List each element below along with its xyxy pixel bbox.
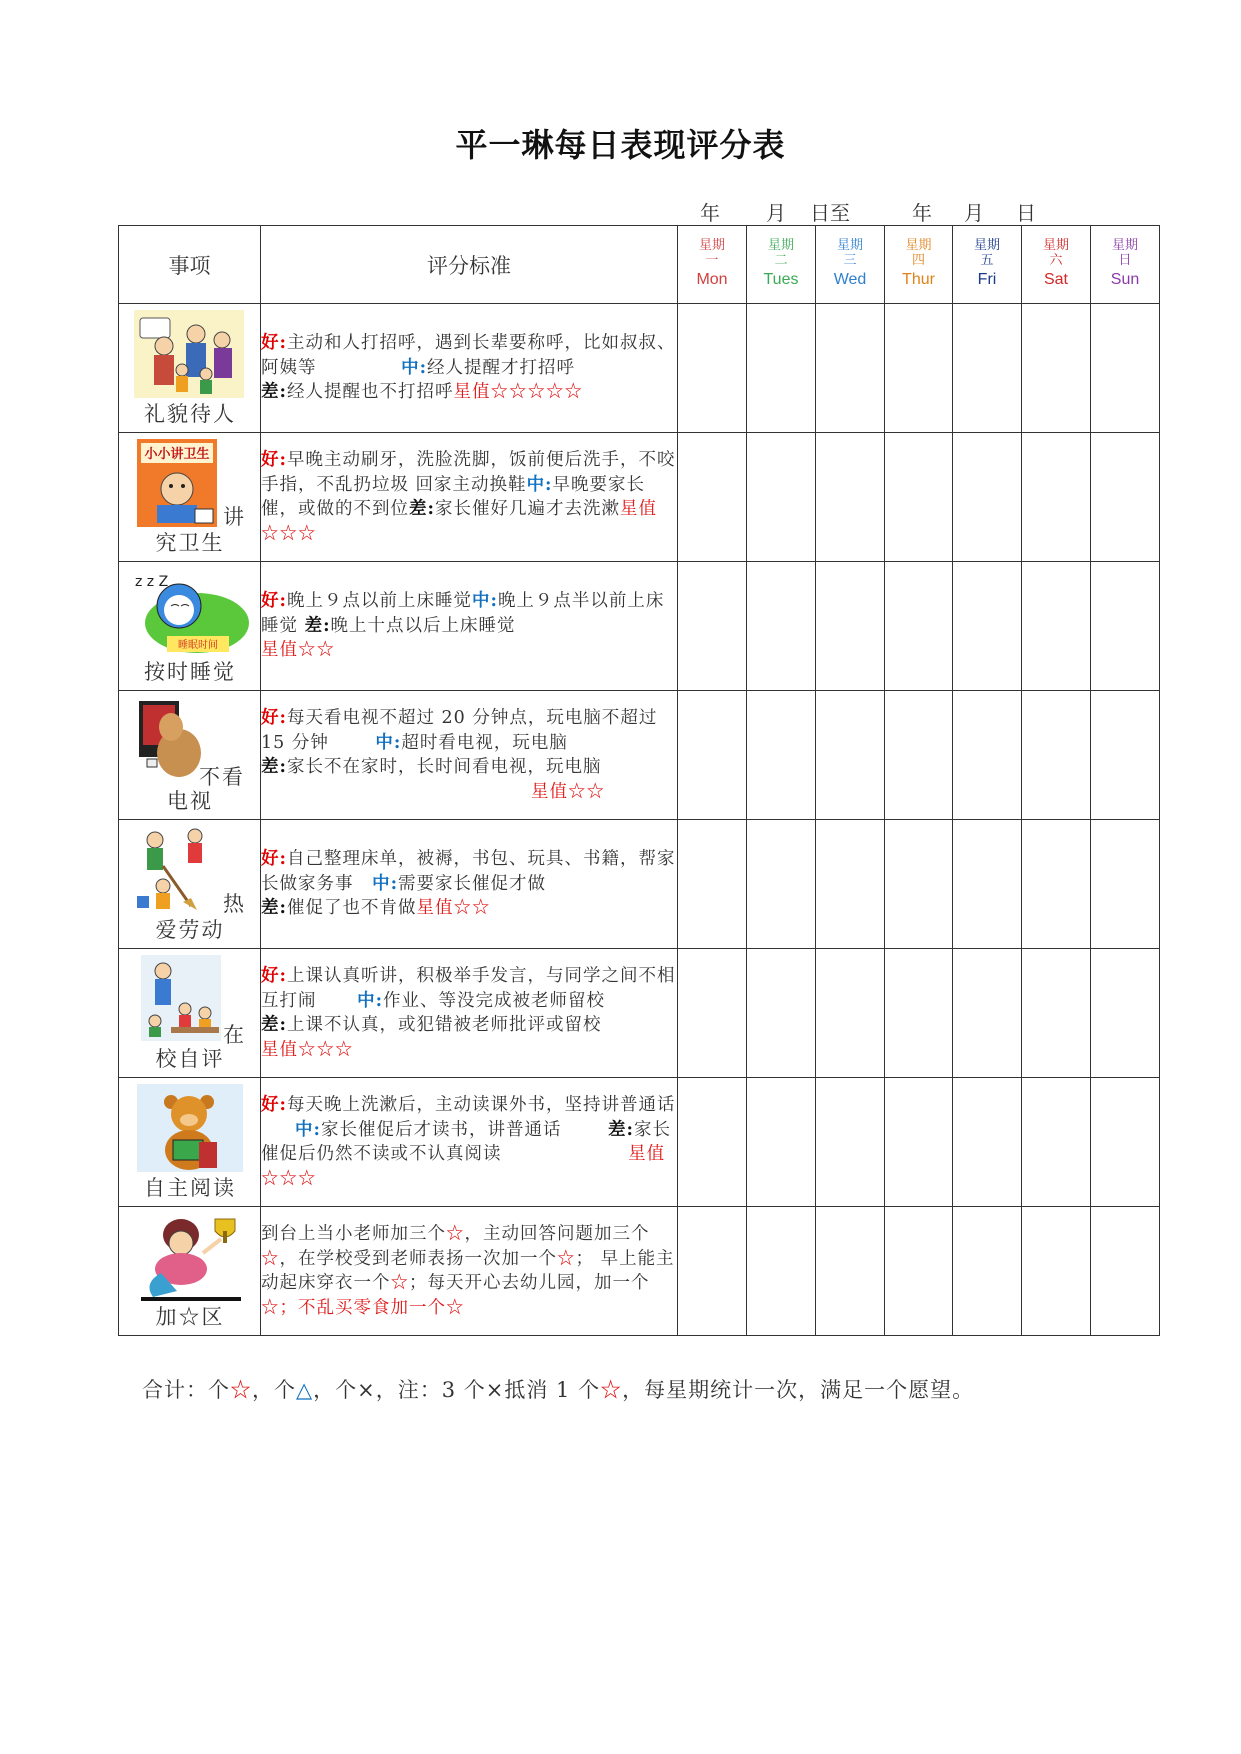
day-cell-fri[interactable] (953, 304, 1022, 433)
day-cell-sun[interactable] (1091, 691, 1160, 820)
item-cell (119, 1078, 261, 1207)
bad-text: 催促了也不肯做 (286, 898, 417, 919)
day-cell-mon[interactable] (678, 949, 747, 1078)
day-cell-mon[interactable] (678, 304, 747, 433)
mid-label: 中: (357, 990, 384, 1011)
day-cell-sun[interactable] (1091, 562, 1160, 691)
item-label-b: 究卫生 (155, 531, 225, 555)
day-cell-tue[interactable] (747, 433, 816, 562)
day-cell-fri[interactable] (953, 949, 1022, 1078)
day-cn-top: 星期 (698, 238, 725, 254)
day-cell-fri[interactable] (953, 1078, 1022, 1207)
day-cell-mon[interactable] (678, 562, 747, 691)
good-text: 主动和人打招呼，遇到长辈要称呼，比如叔叔、阿姨等 (261, 333, 676, 378)
row-hygiene (119, 433, 1160, 562)
item-cell (119, 691, 261, 820)
date-month-end: 月 (964, 201, 984, 225)
bad-text: 家长催促后仍然不读或不认真阅读 (261, 1119, 672, 1164)
item-label (119, 1301, 261, 1331)
hygiene-book-cover-icon (137, 439, 217, 527)
trophy-cartoon-icon (141, 1213, 241, 1301)
day-cell-thu[interactable] (885, 1207, 953, 1336)
day-cn-top: 星期 (905, 238, 932, 254)
mid-label: 中: (526, 474, 553, 495)
item-cell (119, 1207, 261, 1336)
item-label-b: 校自评 (155, 1047, 225, 1071)
footer-text-1: 合计：个 (142, 1378, 230, 1402)
star-icon: ☆ (261, 1297, 280, 1318)
sleeping-cartoon-cat-icon (127, 568, 249, 656)
item-label-b: 电视 (167, 789, 213, 813)
triangle-icon: △ (296, 1378, 314, 1402)
bad-label: 差: (261, 1015, 287, 1035)
item-label-a: 讲 (223, 505, 246, 529)
mid-label: 中: (295, 1119, 321, 1140)
item-label-a: 不看 (199, 765, 245, 789)
bonus-text-6: ；不乱买零食加一个 (279, 1297, 446, 1318)
mid-text: 超时看电视，玩电脑 (401, 732, 568, 753)
good-label: 好: (261, 966, 287, 986)
good-text: 每天看电视不超过 20 分钟点，玩电脑不超过 15 分钟 (261, 708, 658, 753)
footer-text-4: ，每星期统计一次，满足一个愿望。 (622, 1378, 975, 1402)
bonus-text-4: ； 早上能主动起床穿衣一个 (261, 1248, 675, 1293)
day-cell-sat[interactable] (1022, 1078, 1091, 1207)
mid-label: 中: (372, 873, 399, 894)
kids-cleaning-icon (133, 826, 223, 912)
item-label-a: 在 (223, 1023, 246, 1047)
day-cell-wed[interactable] (816, 304, 885, 433)
day-cn-top: 星期 (836, 238, 863, 254)
good-text: 每天晚上洗漱后，主动读课外书，坚持讲普通话 (286, 1095, 676, 1115)
day-cell-wed[interactable] (816, 949, 885, 1078)
good-label: 好: (261, 849, 287, 870)
day-cell-wed[interactable] (816, 691, 885, 820)
day-cell-sun[interactable] (1091, 304, 1160, 433)
day-header-sun (1091, 226, 1160, 304)
day-en: Sun (1110, 271, 1140, 289)
svg-text:z z Z: z z Z (135, 574, 169, 590)
day-en: Mon (696, 271, 728, 289)
footer-text-3: ，个×，注：3 个×抵消 1 个 (313, 1378, 601, 1402)
item-cell (119, 433, 261, 562)
star-value: 星值☆☆☆ (261, 1144, 666, 1189)
star-icon: ☆ (230, 1378, 252, 1402)
row-reading (119, 1078, 1160, 1207)
day-cell-tue[interactable] (747, 949, 816, 1078)
day-cell-wed[interactable] (816, 433, 885, 562)
page-title: 平一琳每日表现评分表 (455, 126, 786, 164)
day-cell-thu[interactable] (885, 304, 953, 433)
bear-reading-book-icon (137, 1084, 243, 1172)
row-school (119, 949, 1160, 1078)
star-icon: ☆ (390, 1273, 409, 1293)
day-cell-fri[interactable] (953, 1207, 1022, 1336)
day-cell-sun[interactable] (1091, 1207, 1160, 1336)
bonus-label: 加☆区 (155, 1305, 225, 1329)
day-cell-thu[interactable] (885, 433, 953, 562)
day-cell-wed[interactable] (816, 1078, 885, 1207)
good-label: 好: (261, 708, 287, 728)
day-cn-num: 四 (911, 253, 925, 269)
day-header-thu (885, 226, 953, 304)
day-en: Tues (763, 271, 799, 289)
mid-label: 中: (401, 357, 428, 378)
day-cell-wed[interactable] (816, 562, 885, 691)
day-cell-sat[interactable] (1022, 949, 1091, 1078)
row-courtesy (119, 304, 1160, 433)
date-year-start: 年 (700, 201, 720, 225)
header-criteria: 评分标准 (261, 226, 678, 304)
mid-text: 经人提醒才打招呼 (427, 357, 576, 378)
day-header-mon (678, 226, 747, 304)
day-cn-top: 星期 (973, 238, 1000, 254)
day-cell-wed[interactable] (816, 820, 885, 949)
day-cn-num: 六 (1049, 253, 1063, 269)
star-value: 星值☆☆ (416, 898, 491, 919)
date-year-end: 年 (912, 201, 932, 225)
criteria-cell (261, 691, 678, 820)
criteria-cell (261, 949, 678, 1078)
header-item: 事项 (119, 226, 261, 304)
day-cell-sun[interactable] (1091, 1078, 1160, 1207)
mid-label: 中: (375, 732, 402, 753)
day-cn-top: 星期 (767, 238, 794, 254)
bad-label: 差: (409, 499, 435, 519)
good-label: 好: (261, 333, 287, 354)
criteria-cell (261, 1078, 678, 1207)
star-icon: ☆ (600, 1378, 623, 1402)
row-bonus (119, 1207, 1160, 1336)
star-icon: ☆ (446, 1224, 465, 1244)
day-cell-tue[interactable] (747, 691, 816, 820)
row-tv (119, 691, 1160, 820)
bonus-text-1: 到台上当小老师加三个 (261, 1224, 446, 1244)
criteria-cell (261, 1207, 678, 1336)
day-en: Sat (1043, 271, 1068, 289)
star-value: 星值☆☆☆ (261, 1039, 354, 1060)
day-cell-mon[interactable] (678, 1078, 747, 1207)
day-cell-sat[interactable] (1022, 562, 1091, 691)
day-en: Thur (902, 271, 935, 289)
mid-text: 晚上９点半以前上床睡觉 (261, 591, 665, 636)
day-cell-wed[interactable] (816, 1207, 885, 1336)
svg-text:小小讲卫生: 小小讲卫生 (144, 447, 210, 462)
day-cn-top: 星期 (1042, 238, 1069, 254)
dog-watching-tv-icon (137, 697, 203, 781)
day-cell-thu[interactable] (885, 820, 953, 949)
day-en: Wed (833, 271, 867, 289)
day-cn-top: 星期 (1111, 238, 1138, 254)
criteria-cell (261, 304, 678, 433)
star-icon: ☆ (446, 1297, 465, 1318)
day-cn-num: 二 (774, 253, 788, 269)
row-chores (119, 820, 1160, 949)
day-header-tue (747, 226, 816, 304)
star-value: 星值☆☆☆☆☆ (453, 382, 583, 403)
item-label: 按时睡觉 (144, 660, 236, 684)
day-cell-sun[interactable] (1091, 949, 1160, 1078)
item-label: 礼貌待人 (144, 402, 236, 426)
bad-label: 差: (261, 382, 287, 403)
date-day-end: 日 (1016, 201, 1036, 225)
day-cell-mon[interactable] (678, 820, 747, 949)
good-text: 自己整理床单，被褥，书包、玩具、书籍，帮家长做家务事 (261, 849, 676, 894)
day-cell-fri[interactable] (953, 691, 1022, 820)
date-range (0, 197, 1241, 227)
good-text: 上课认真听讲，积极举手发言，与同学之间不相互打闹 (261, 966, 676, 1011)
footer-text-2: ，个 (252, 1378, 296, 1402)
day-cell-thu[interactable] (885, 691, 953, 820)
day-cell-mon[interactable] (678, 433, 747, 562)
day-cell-sat[interactable] (1022, 820, 1091, 949)
day-cn-num: 三 (843, 253, 857, 269)
bad-text: 上课不认真，或犯错被老师批评或留校 (286, 1015, 602, 1035)
day-cell-thu[interactable] (885, 1078, 953, 1207)
star-icon: ☆ (261, 1248, 280, 1269)
day-cell-mon[interactable] (678, 691, 747, 820)
date-day-start: 日至 (810, 201, 850, 225)
item-label: 自主阅读 (144, 1176, 236, 1200)
bad-label: 差: (304, 615, 331, 636)
date-month-start: 月 (766, 201, 786, 225)
item-cell (119, 562, 261, 691)
header-row (119, 226, 1160, 304)
bonus-text-2: ，主动回答问题加三个 (464, 1224, 650, 1244)
day-cell-mon[interactable] (678, 1207, 747, 1336)
item-label-b: 爱劳动 (155, 918, 225, 942)
day-cell-thu[interactable] (885, 562, 953, 691)
star-value: 星值☆☆ (261, 640, 335, 661)
good-text: 早晚主动刷牙，洗脸洗脚，饭前便后洗手，不咬手指，不乱扔垃圾 回家主动换鞋 (261, 450, 676, 495)
bad-label: 差: (261, 757, 287, 777)
day-cell-tue[interactable] (747, 562, 816, 691)
svg-text:睡眠时间: 睡眠时间 (178, 640, 218, 651)
bonus-text-3: ，在学校受到老师表扬一次加一个 (279, 1248, 557, 1269)
day-cell-fri[interactable] (953, 820, 1022, 949)
day-cn-num: 五 (980, 253, 994, 269)
item-cell (119, 949, 261, 1078)
day-header-wed (816, 226, 885, 304)
criteria-cell (261, 433, 678, 562)
bad-text: 经人提醒也不打招呼 (286, 382, 454, 403)
criteria-cell (261, 562, 678, 691)
bad-text: 家长催好几遍才去洗漱 (434, 499, 620, 519)
footer-summary (142, 1374, 974, 1404)
item-cell (119, 820, 261, 949)
score-table (118, 225, 1160, 1336)
day-cell-tue[interactable] (747, 304, 816, 433)
day-header-fri (953, 226, 1022, 304)
day-cell-tue[interactable] (747, 820, 816, 949)
day-cell-fri[interactable] (953, 562, 1022, 691)
item-label-a: 热 (223, 892, 246, 916)
day-header-sat (1022, 226, 1091, 304)
star-value: 星值☆☆ (531, 781, 605, 802)
good-label: 好: (261, 591, 287, 612)
mid-text: 需要家长催促才做 (398, 873, 547, 894)
star-icon: ☆ (557, 1248, 576, 1269)
day-cn-num: 一 (705, 253, 719, 269)
bad-label: 差: (261, 898, 287, 919)
classroom-scene-icon (141, 955, 221, 1041)
bad-text: 晚上十点以后上床睡觉 (330, 615, 516, 636)
day-cell-tue[interactable] (747, 1207, 816, 1336)
good-text: 晚上９点以前上床睡觉 (286, 591, 472, 612)
good-label: 好: (261, 450, 287, 470)
day-cell-sun[interactable] (1091, 820, 1160, 949)
item-cell (119, 304, 261, 433)
bad-text: 家长不在家时，长时间看电视，玩电脑 (286, 757, 602, 777)
good-label: 好: (261, 1095, 287, 1115)
day-cell-thu[interactable] (885, 949, 953, 1078)
mid-label: 中: (471, 591, 498, 612)
day-cell-sun[interactable] (1091, 433, 1160, 562)
star-value: 星值☆☆☆ (261, 499, 657, 544)
row-bedtime (119, 562, 1160, 691)
criteria-cell (261, 820, 678, 949)
day-cell-sat[interactable] (1022, 433, 1091, 562)
day-cell-sat[interactable] (1022, 1207, 1091, 1336)
day-cell-fri[interactable] (953, 433, 1022, 562)
day-cell-tue[interactable] (747, 1078, 816, 1207)
day-cn-num: 日 (1118, 253, 1132, 269)
day-en: Fri (977, 271, 997, 289)
mid-text: 家长催促后才读书，讲普通话 (320, 1119, 562, 1140)
greeting-family-illustration-icon (134, 310, 244, 398)
bad-label: 差: (608, 1119, 635, 1140)
mid-text: 早晚要家长催，或做的不到位 (261, 474, 646, 519)
mid-text: 作业、等没完成被老师留校 (383, 990, 606, 1011)
bonus-text-5: ；每天开心去幼儿园，加一个 (409, 1273, 650, 1293)
day-cell-sat[interactable] (1022, 691, 1091, 820)
day-cell-sat[interactable] (1022, 304, 1091, 433)
